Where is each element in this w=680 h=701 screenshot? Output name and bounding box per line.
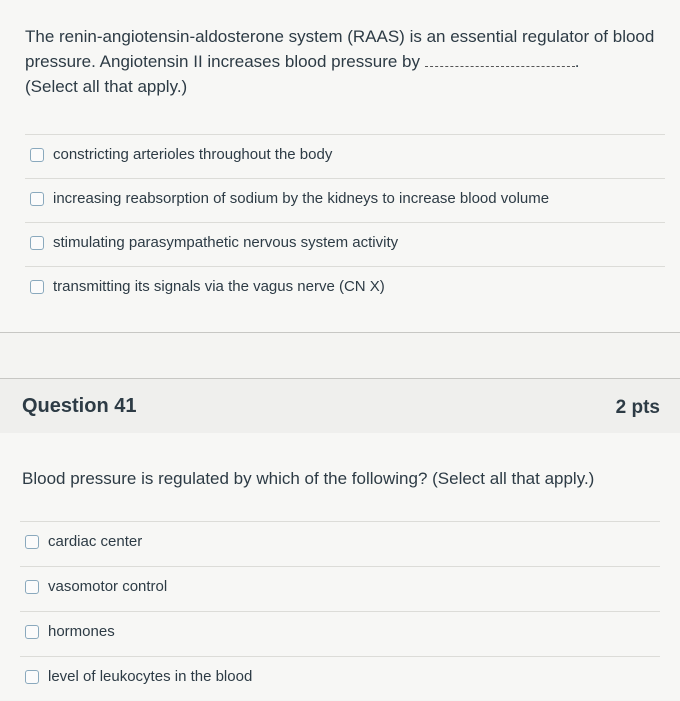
answer-option[interactable] [25, 222, 665, 266]
checkbox[interactable] [25, 535, 39, 549]
answer-label: cardiac center [48, 533, 143, 550]
answer-label: transmitting its signals via the vagus nerve (CN X) [53, 278, 385, 295]
question-40-answers [25, 134, 665, 310]
question-title: Question 41 [22, 395, 137, 417]
question-41-panel [0, 433, 680, 700]
checkbox[interactable] [30, 236, 44, 250]
checkbox[interactable] [25, 670, 39, 684]
question-41-text: Blood pressure is regulated by which of the following? (Select all that apply.) [22, 469, 595, 488]
answer-option[interactable] [20, 566, 660, 611]
answer-label: constricting arterioles throughout the body [53, 146, 333, 163]
answer-label: stimulating parasympathetic nervous system activity [53, 234, 399, 251]
answer-label: level of leukocytes in the blood [48, 668, 253, 685]
answer-option[interactable] [25, 134, 665, 178]
answer-label: hormones [48, 623, 115, 640]
question-40-stem: The renin-angiotensin-aldosterone system (RAAS) is an essential regulator of blood pressure. Angiotensin II increases blood pressure by [25, 27, 655, 71]
question-41-answers [20, 521, 660, 701]
question-40-instruction: (Select all that apply.) [25, 77, 188, 96]
checkbox[interactable] [25, 625, 39, 639]
question-points: 2 pts [615, 397, 660, 418]
question-40-text [25, 24, 655, 99]
checkbox[interactable] [25, 580, 39, 594]
answer-option[interactable] [25, 178, 665, 222]
answer-option[interactable] [25, 266, 665, 310]
answer-label: increasing reabsorption of sodium by the kidneys to increase blood volume [53, 190, 550, 207]
question-40-stem-end: . [574, 52, 580, 71]
checkbox[interactable] [30, 280, 44, 294]
answer-option[interactable] [20, 611, 660, 656]
fill-in-blank [425, 52, 575, 67]
answer-option[interactable] [20, 656, 660, 701]
answer-option[interactable] [20, 521, 660, 566]
checkbox[interactable] [30, 192, 44, 206]
question-divider [0, 332, 680, 333]
answer-label: vasomotor control [48, 578, 168, 595]
question-41-header [0, 378, 680, 434]
checkbox[interactable] [30, 148, 44, 162]
question-40-panel [0, 0, 680, 332]
